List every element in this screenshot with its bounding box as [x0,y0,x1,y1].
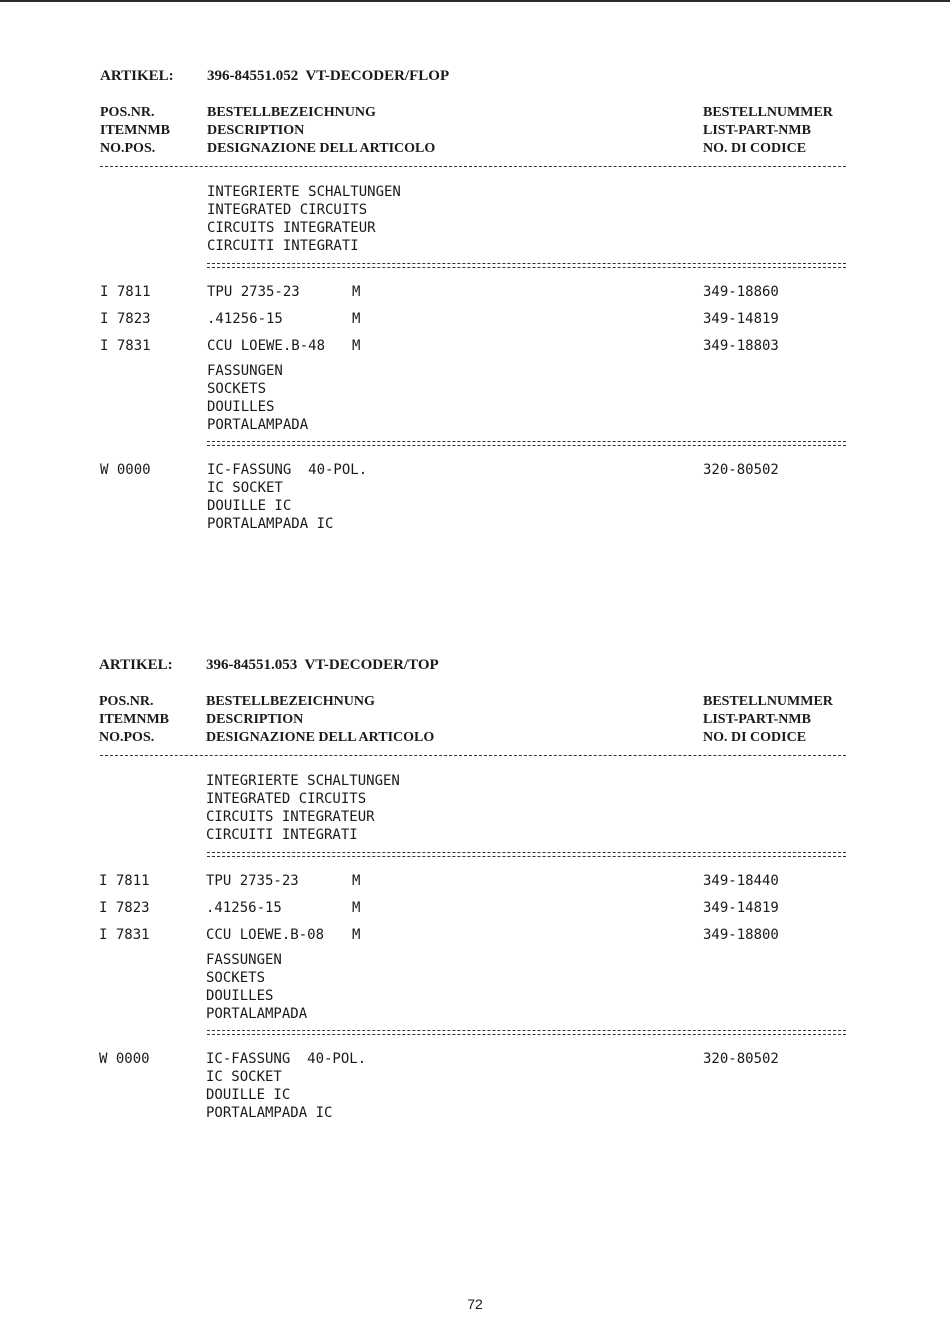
header-desc-it: DESIGNAZIONE DELL ARTICOLO [207,141,436,156]
artikel-label: ARTIKEL: [100,68,174,84]
header-desc-it: DESIGNAZIONE DELL ARTICOLO [206,730,435,745]
socket-desc-it: PORTALAMPADA IC [207,516,334,532]
group-divider [207,263,846,268]
group-title-sockets-it: PORTALAMPADA [207,417,309,433]
group-title-ic-de: INTEGRIERTE SCHALTUNGEN [206,773,400,789]
row-desc: CCU LOEWE.B-48 [207,338,326,354]
page-top-edge [0,0,950,2]
group-title-sockets-it: PORTALAMPADA [206,1006,308,1022]
row-num: 349-18800 [703,927,779,943]
group-title-sockets-de: FASSUNGEN [206,952,282,968]
row-flag: M [352,927,361,943]
header-pos-de: POS.NR. [99,694,154,709]
row-desc: .41256-15 [206,900,282,916]
header-num-en: LIST-PART-NMB [703,123,811,138]
row-num: 349-18440 [703,873,779,889]
row-num: 349-14819 [703,900,779,916]
row-pos: I 7811 [100,284,151,300]
row-pos: I 7823 [99,900,150,916]
group-divider [207,852,846,857]
header-num-it: NO. DI CODICE [703,730,807,745]
header-pos-it: NO.POS. [100,141,156,156]
group-divider [207,441,846,446]
socket-desc-en: IC SOCKET [207,480,283,496]
group-title-ic-fr: CIRCUITS INTEGRATEUR [207,220,376,236]
header-desc-de: BESTELLBEZEICHNUNG [207,105,376,120]
group-title-sockets-fr: DOUILLES [207,399,275,415]
group-title-ic-it: CIRCUITI INTEGRATI [207,238,359,254]
row-desc: CCU LOEWE.B-08 [206,927,325,943]
socket-desc-de: IC-FASSUNG 40-POL. [206,1051,367,1067]
group-title-ic-en: INTEGRATED CIRCUITS [207,202,368,218]
socket-num: 320-80502 [703,462,779,478]
group-title-sockets-de: FASSUNGEN [207,363,283,379]
socket-pos: W 0000 [100,462,151,478]
header-divider [100,755,846,756]
row-desc: TPU 2735-23 [206,873,299,889]
header-num-it: NO. DI CODICE [703,141,807,156]
page-number: 72 [467,1296,483,1312]
socket-desc-en: IC SOCKET [206,1069,282,1085]
group-title-ic-fr: CIRCUITS INTEGRATEUR [206,809,375,825]
header-desc-de: BESTELLBEZEICHNUNG [206,694,375,709]
group-title-sockets-en: SOCKETS [207,381,267,397]
row-pos: I 7823 [100,311,151,327]
row-pos: I 7831 [100,338,151,354]
row-desc: .41256-15 [207,311,283,327]
row-flag: M [352,873,361,889]
socket-desc-fr: DOUILLE IC [206,1087,291,1103]
row-flag: M [352,900,361,916]
group-divider [207,1030,846,1035]
row-flag: M [352,338,361,354]
header-num-de: BESTELLNUMMER [703,105,833,120]
socket-num: 320-80502 [703,1051,779,1067]
group-title-sockets-en: SOCKETS [206,970,266,986]
header-num-en: LIST-PART-NMB [703,712,811,727]
row-desc: TPU 2735-23 [207,284,300,300]
artikel-label: ARTIKEL: [99,657,173,673]
socket-pos: W 0000 [99,1051,150,1067]
group-title-ic-it: CIRCUITI INTEGRATI [206,827,358,843]
header-num-de: BESTELLNUMMER [703,694,833,709]
header-desc-en: DESCRIPTION [207,123,305,138]
header-divider [100,166,846,167]
row-num: 349-18803 [703,338,779,354]
header-pos-de: POS.NR. [100,105,155,120]
row-pos: I 7811 [99,873,150,889]
header-pos-it: NO.POS. [99,730,155,745]
artikel-value: 396-84551.053 VT-DECODER/TOP [206,657,439,673]
artikel-value: 396-84551.052 VT-DECODER/FLOP [207,68,450,84]
group-title-sockets-fr: DOUILLES [206,988,274,1004]
row-flag: M [352,284,361,300]
header-pos-en: ITEMNMB [100,123,170,138]
row-flag: M [352,311,361,327]
group-title-ic-de: INTEGRIERTE SCHALTUNGEN [207,184,401,200]
group-title-ic-en: INTEGRATED CIRCUITS [206,791,367,807]
header-desc-en: DESCRIPTION [206,712,304,727]
row-num: 349-14819 [703,311,779,327]
socket-desc-fr: DOUILLE IC [207,498,292,514]
row-pos: I 7831 [99,927,150,943]
socket-desc-it: PORTALAMPADA IC [206,1105,333,1121]
row-num: 349-18860 [703,284,779,300]
socket-desc-de: IC-FASSUNG 40-POL. [207,462,368,478]
header-pos-en: ITEMNMB [99,712,169,727]
